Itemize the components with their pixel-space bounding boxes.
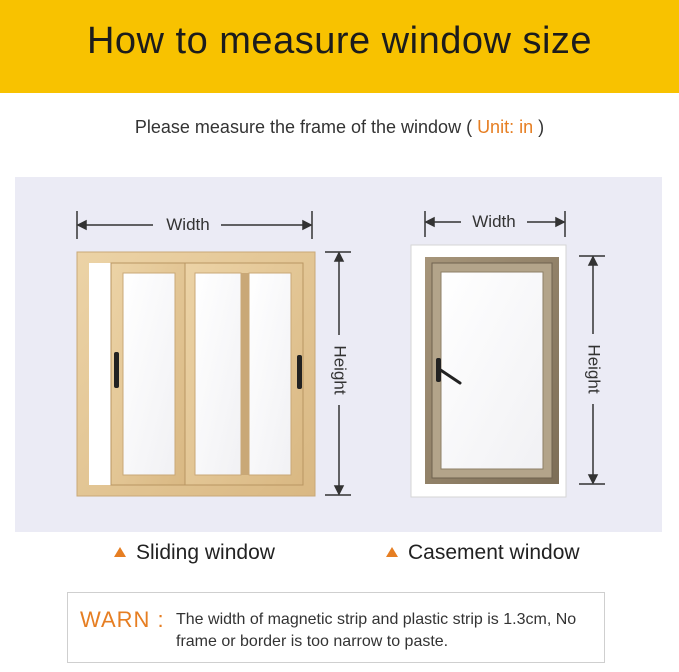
triangle-icon	[114, 547, 126, 557]
casement-height-label: Height	[584, 344, 604, 394]
page-title: How to measure window size	[86, 20, 593, 62]
sliding-handle-left	[114, 352, 119, 388]
sliding-handle-right	[297, 355, 302, 389]
instruction-close: )	[533, 117, 545, 137]
diagram-panel	[15, 177, 662, 532]
casement-caption-text: Casement window	[408, 541, 580, 564]
measurement-instruction	[0, 117, 679, 138]
window-diagram	[15, 177, 662, 532]
warning-text: The width of magnetic strip and plastic strip is 1.3cm, No frame or border is too narrow to paste.	[176, 611, 577, 650]
casement-window-illustration	[411, 245, 566, 497]
warning-label: WARN :	[80, 607, 165, 632]
sliding-width-label: Width	[166, 215, 210, 234]
sliding-height-label: Height	[330, 345, 350, 395]
instruction-text: Please measure the frame of the window (	[134, 117, 478, 137]
sliding-window-illustration	[77, 252, 315, 496]
sliding-caption-text: Sliding window	[136, 541, 275, 564]
title-banner	[0, 0, 679, 93]
casement-window-caption	[386, 541, 580, 565]
unit-label: Unit: in	[477, 117, 534, 137]
sliding-window-caption	[114, 541, 275, 565]
warning-box	[67, 592, 605, 663]
triangle-icon	[386, 547, 398, 557]
casement-width-label: Width	[472, 212, 516, 231]
